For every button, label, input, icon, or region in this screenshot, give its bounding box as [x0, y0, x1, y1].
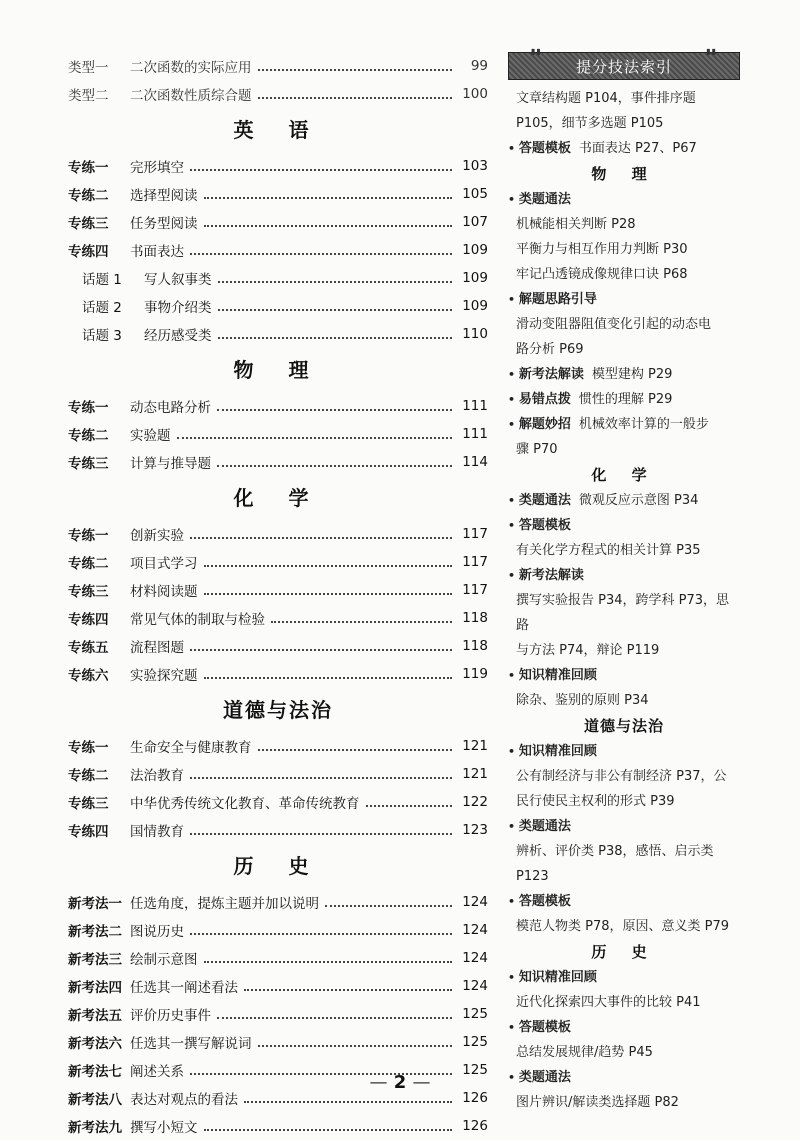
index-item — [508, 387, 740, 412]
toc-entry-prefix: 新考法七 — [68, 1064, 122, 1080]
toc-entry-page: 124 — [462, 950, 488, 966]
index-text: 机械效率计算的一般步 — [578, 417, 709, 432]
toc-entry-prefix: 专练二 — [68, 768, 109, 784]
toc-entry-title: 实验题 — [130, 428, 171, 444]
toc-entry[interactable] — [68, 760, 488, 788]
toc-entry-title: 撰写小短文 — [130, 1120, 198, 1136]
toc-entry-prefix: 专练二 — [68, 188, 109, 204]
leader-dots — [218, 280, 453, 283]
toc-entry-page: 111 — [462, 426, 488, 442]
toc-entry-page: 118 — [462, 638, 488, 654]
index-text: 有关化学方程式的相关计算 P35 — [516, 543, 701, 558]
banner-ornament-icon: ▮▮ — [531, 47, 542, 56]
toc-entry-title: 任选其一阐述看法 — [130, 980, 238, 996]
toc-entry[interactable] — [68, 264, 488, 292]
toc-entry-prefix: 新考法四 — [68, 980, 122, 996]
leader-dots — [190, 168, 452, 171]
index-text: 辨析、评价类 P38，感悟、启示类 P123 — [516, 844, 714, 884]
toc-entry[interactable] — [68, 180, 488, 208]
index-text: 民行使民主权利的形式 P39 — [516, 794, 675, 809]
toc-entry[interactable] — [68, 152, 488, 180]
toc-entry-title: 事物介绍类 — [144, 300, 212, 316]
index-category: • 解题妙招 — [508, 417, 571, 432]
toc-entry[interactable] — [68, 80, 488, 108]
toc-entry[interactable] — [68, 788, 488, 816]
leader-dots — [190, 776, 452, 779]
toc-entry-title: 经历感受类 — [144, 328, 212, 344]
index-category: • 易错点拨 — [508, 392, 571, 407]
index-text: 近代化探索四大事件的比较 P41 — [516, 995, 701, 1010]
toc-entry-page: 107 — [462, 214, 488, 230]
toc-entry-title: 完形填空 — [130, 160, 184, 176]
toc-entry-prefix: 专练一 — [68, 160, 109, 176]
index-category: • 类题通法 — [508, 493, 571, 508]
toc-entry-page: 125 — [462, 1006, 488, 1022]
leader-dots — [244, 1100, 452, 1103]
toc-entry-title: 图说历史 — [130, 924, 184, 940]
index-text: 平衡力与相互作用力判断 P30 — [516, 242, 688, 257]
toc-entry-title: 生命安全与健康教育 — [130, 740, 252, 756]
toc-entry-page: 126 — [462, 1090, 488, 1106]
leader-dots — [190, 932, 452, 935]
toc-entry-page: 117 — [462, 582, 488, 598]
leader-dots — [218, 308, 453, 311]
toc-entry[interactable] — [68, 548, 488, 576]
index-text: 与方法 P74，辩论 P119 — [516, 643, 660, 658]
toc-entry[interactable] — [68, 448, 488, 476]
banner-ornament-icon: ▮▮ — [706, 47, 717, 56]
toc-entry-title: 任务型阅读 — [130, 216, 198, 232]
index-text: 骤 P70 — [516, 442, 558, 457]
toc-entry-title: 选择型阅读 — [130, 188, 198, 204]
page-footer — [0, 1072, 800, 1093]
page-number: 2 — [393, 1072, 407, 1093]
toc-entry[interactable] — [68, 888, 488, 916]
toc-entry-page: 117 — [462, 526, 488, 542]
index-section-heading: 历 史 — [591, 943, 657, 961]
index-text: 图片辨识/解读类选择题 P82 — [516, 1095, 679, 1110]
toc-entry-page: 109 — [462, 242, 488, 258]
table-of-contents — [68, 52, 488, 1140]
toc-entry-prefix: 专练一 — [68, 528, 109, 544]
toc-entry-prefix: 专练三 — [68, 796, 109, 812]
toc-entry-prefix: 新考法五 — [68, 1008, 122, 1024]
toc-entry[interactable] — [68, 236, 488, 264]
section-heading: 英 语 — [233, 118, 323, 142]
toc-entry-prefix: 专练三 — [68, 584, 109, 600]
index-section-heading: 道德与法治 — [583, 717, 664, 735]
leader-dots — [217, 408, 452, 411]
leader-dots — [258, 748, 453, 751]
toc-entry-page: 110 — [462, 326, 488, 342]
toc-entry-title: 书面表达 — [130, 244, 184, 260]
leader-dots — [190, 536, 452, 539]
toc-entry-title: 法治教育 — [130, 768, 184, 784]
toc-entry-title: 材料阅读题 — [130, 584, 198, 600]
toc-entry[interactable] — [68, 732, 488, 760]
toc-entry-prefix: 新考法二 — [68, 924, 122, 940]
toc-entry-prefix: 专练四 — [68, 612, 109, 628]
index-category: • 答题模板 — [508, 1015, 740, 1040]
toc-entry-prefix: 新考法九 — [68, 1120, 122, 1136]
toc-entry-title: 阐述关系 — [130, 1064, 184, 1080]
leader-dots — [190, 832, 452, 835]
footer-dash: — — [369, 1072, 388, 1093]
toc-entry-prefix: 专练二 — [68, 428, 109, 444]
toc-entry[interactable] — [68, 944, 488, 972]
toc-entry-prefix: 专练二 — [68, 556, 109, 572]
section-heading: 历 史 — [233, 854, 323, 878]
toc-entry-prefix: 专练六 — [68, 668, 109, 684]
toc-entry-page: 118 — [462, 610, 488, 626]
tips-index-list — [508, 86, 740, 1115]
leader-dots — [271, 620, 452, 623]
toc-entry-page: 119 — [462, 666, 488, 682]
toc-entry[interactable] — [68, 1000, 488, 1028]
toc-entry-title: 创新实验 — [130, 528, 184, 544]
toc-entry-page: 114 — [462, 454, 488, 470]
toc-entry[interactable] — [68, 632, 488, 660]
index-category: • 答题模板 — [508, 513, 740, 538]
index-category: • 类题通法 — [508, 187, 740, 212]
index-text: 除杂、鉴别的原则 P34 — [516, 693, 649, 708]
toc-entry-page: 99 — [470, 58, 488, 74]
index-text: 机械能相关判断 P28 — [516, 217, 636, 232]
toc-entry-page: 125 — [462, 1034, 488, 1050]
toc-entry-page: 123 — [462, 822, 488, 838]
toc-entry-page: 109 — [462, 298, 488, 314]
toc-entry-page: 105 — [462, 186, 488, 202]
toc-entry-title: 动态电路分析 — [130, 400, 211, 416]
toc-entry-page: 111 — [462, 398, 488, 414]
toc-entry-title: 绘制示意图 — [130, 952, 198, 968]
index-text: 文章结构题 P104，事件排序题 — [516, 91, 696, 106]
toc-entry[interactable] — [68, 604, 488, 632]
index-item — [508, 136, 740, 161]
toc-entry-page: 126 — [462, 1118, 488, 1134]
leader-dots — [204, 592, 453, 595]
index-item — [508, 362, 740, 387]
toc-entry[interactable] — [68, 1112, 488, 1140]
leader-dots — [190, 648, 452, 651]
leader-dots — [204, 960, 453, 963]
toc-entry-page: 117 — [462, 554, 488, 570]
tips-index-banner — [508, 47, 740, 80]
toc-entry-prefix: 专练五 — [68, 640, 109, 656]
toc-entry[interactable] — [68, 52, 488, 80]
toc-entry[interactable] — [68, 392, 488, 420]
toc-entry[interactable] — [68, 916, 488, 944]
index-text: 模范人物类 P78，原因、意义类 P79 — [516, 919, 730, 934]
index-text: P105，细节多选题 P105 — [516, 116, 664, 131]
index-text: 滑动变阻器阻值变化引起的动态电 — [516, 317, 712, 332]
toc-entry-title: 任选角度，提炼主题并加以说明 — [130, 896, 319, 912]
index-category: • 知识精准回顾 — [508, 663, 740, 688]
toc-entry-page: 109 — [462, 270, 488, 286]
toc-entry-prefix: 专练一 — [68, 400, 109, 416]
toc-entry[interactable] — [68, 292, 488, 320]
footer-dash: — — [412, 1072, 431, 1093]
toc-entry-title: 评价历史事件 — [130, 1008, 211, 1024]
leader-dots — [258, 68, 453, 71]
toc-entry-page: 122 — [462, 794, 488, 810]
index-text: 惯性的理解 P29 — [578, 392, 673, 407]
leader-dots — [366, 804, 453, 807]
toc-entry-title: 中华优秀传统文化教育、革命传统教育 — [130, 796, 360, 812]
banner-title: 提分技法索引 — [575, 57, 672, 76]
toc-entry-title: 任选其一撰写解说词 — [130, 1036, 252, 1052]
toc-entry-prefix: 话题 1 — [82, 272, 122, 288]
toc-entry-title: 常见气体的制取与检验 — [130, 612, 265, 628]
toc-entry-title: 国情教育 — [130, 824, 184, 840]
toc-entry-prefix: 专练三 — [68, 456, 109, 472]
index-text: 路分析 P69 — [516, 342, 584, 357]
toc-entry-prefix: 新考法一 — [68, 896, 122, 912]
index-text: 公有制经济与非公有制经济 P37，公 — [516, 769, 727, 784]
leader-dots — [244, 988, 452, 991]
toc-entry-page: 124 — [462, 894, 488, 910]
index-category: • 解题思路引导 — [508, 287, 740, 312]
toc-entry[interactable] — [68, 208, 488, 236]
toc-entry[interactable] — [68, 1028, 488, 1056]
leader-dots — [204, 1128, 453, 1131]
leader-dots — [177, 436, 453, 439]
leader-dots — [217, 464, 452, 467]
index-category: • 类题通法 — [508, 1065, 740, 1090]
leader-dots — [204, 564, 453, 567]
toc-entry-page: 121 — [462, 766, 488, 782]
toc-entry-page: 103 — [462, 158, 488, 174]
index-category: • 新考法解读 — [508, 367, 584, 382]
toc-entry-prefix: 类型一 — [68, 60, 109, 76]
toc-entry-title: 二次函数的实际应用 — [130, 60, 252, 76]
leader-dots — [204, 196, 453, 199]
section-heading: 化 学 — [233, 486, 323, 510]
toc-entry-prefix: 话题 3 — [82, 328, 122, 344]
leader-dots — [258, 1044, 453, 1047]
toc-entry-prefix: 专练三 — [68, 216, 109, 232]
index-item — [508, 488, 740, 513]
index-text: 总结发展规律/趋势 P45 — [516, 1045, 653, 1060]
toc-entry-title: 项目式学习 — [130, 556, 198, 572]
toc-entry-title: 写人叙事类 — [144, 272, 212, 288]
index-text: 微观反应示意图 P34 — [578, 493, 699, 508]
index-category: • 类题通法 — [508, 814, 740, 839]
toc-entry-prefix: 话题 2 — [82, 300, 122, 316]
leader-dots — [204, 224, 453, 227]
toc-entry-prefix: 新考法六 — [68, 1036, 122, 1052]
toc-entry[interactable] — [68, 660, 488, 688]
index-category: • 答题模板 — [508, 141, 571, 156]
toc-entry-page: 121 — [462, 738, 488, 754]
toc-entry-title: 实验探究题 — [130, 668, 198, 684]
toc-entry[interactable] — [68, 520, 488, 548]
leader-dots — [204, 676, 453, 679]
toc-entry-prefix: 专练四 — [68, 244, 109, 260]
index-category: • 知识精准回顾 — [508, 965, 740, 990]
index-section-heading: 物 理 — [591, 165, 657, 183]
toc-entry[interactable] — [68, 576, 488, 604]
index-section-heading: 化 学 — [591, 466, 657, 484]
leader-dots — [190, 252, 452, 255]
index-text: 书面表达 P27、P67 — [578, 141, 697, 156]
leader-dots — [218, 336, 453, 339]
toc-entry-prefix: 新考法八 — [68, 1092, 122, 1108]
toc-entry-prefix: 类型二 — [68, 88, 109, 104]
index-category: • 知识精准回顾 — [508, 739, 740, 764]
index-category: • 答题模板 — [508, 889, 740, 914]
index-text: 撰写实验报告 P34，跨学科 P73，思路 — [516, 593, 730, 633]
tips-index-panel — [508, 47, 740, 1115]
toc-entry-page: 124 — [462, 978, 488, 994]
toc-entry-prefix: 专练四 — [68, 824, 109, 840]
toc-entry[interactable] — [68, 320, 488, 348]
toc-entry[interactable] — [68, 816, 488, 844]
toc-entry-page: 100 — [462, 86, 488, 102]
section-heading: 道德与法治 — [223, 698, 333, 722]
leader-dots — [325, 904, 452, 907]
leader-dots — [258, 96, 453, 99]
index-text: 模型建构 P29 — [591, 367, 673, 382]
toc-entry-page: 124 — [462, 922, 488, 938]
index-item — [508, 412, 740, 437]
index-category: • 新考法解读 — [508, 563, 740, 588]
toc-entry-page: 125 — [462, 1062, 488, 1078]
toc-entry-prefix: 新考法三 — [68, 952, 122, 968]
toc-entry-title: 表达对观点的看法 — [130, 1092, 238, 1108]
leader-dots — [217, 1016, 452, 1019]
toc-entry[interactable] — [68, 972, 488, 1000]
toc-entry-title: 流程图题 — [130, 640, 184, 656]
section-heading: 物 理 — [233, 358, 323, 382]
index-text: 牢记凸透镜成像规律口诀 P68 — [516, 267, 688, 282]
toc-entry[interactable] — [68, 420, 488, 448]
toc-entry-prefix: 专练一 — [68, 740, 109, 756]
toc-entry-title: 计算与推导题 — [130, 456, 211, 472]
toc-entry-title: 二次函数性质综合题 — [130, 88, 252, 104]
